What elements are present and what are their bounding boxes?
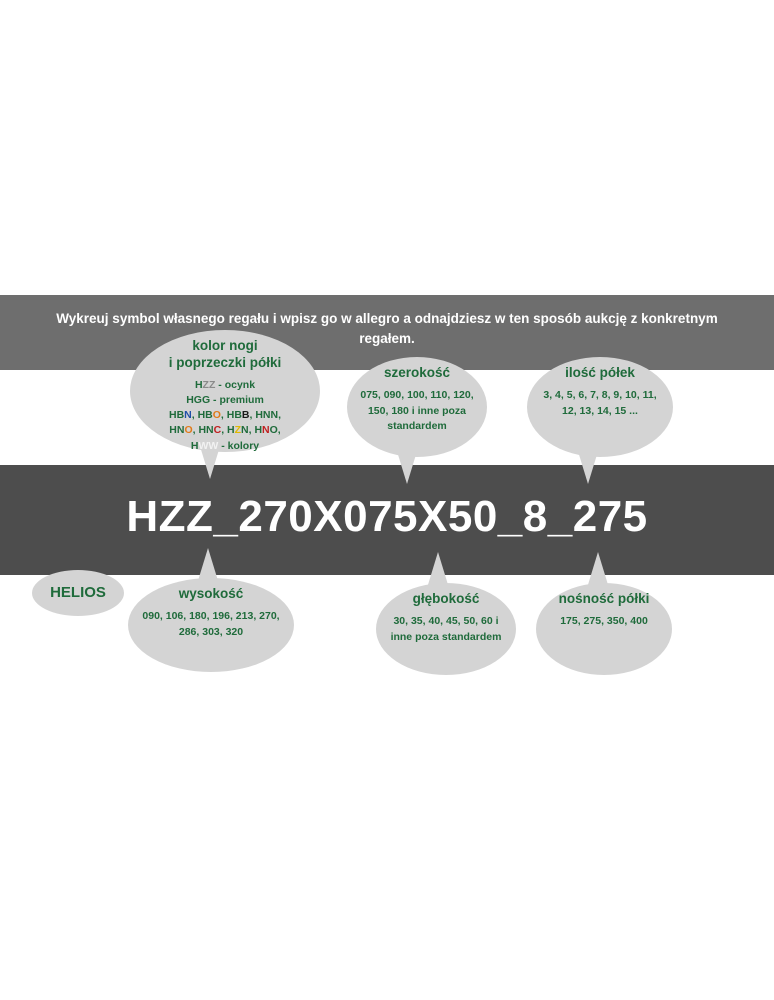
kolor-code-fragment: - kolory xyxy=(218,439,260,452)
kolor-code-fragment: O, xyxy=(269,424,281,437)
kolor-code-fragment: O xyxy=(212,409,221,422)
callout-glebokosc xyxy=(376,583,516,675)
headline-text: Wykreuj symbol własnego regału i wpisz go w allegro a odnajdziesz w ten sposób aukcję z konkretnym regałem. xyxy=(56,311,718,346)
callout-szerokosc-body: 075, 090, 100, 110, 120, 150, 180 i inne poza standardem xyxy=(360,388,474,433)
kolor-code-fragment: N xyxy=(184,409,192,422)
callout-wysokosc-title: wysokość xyxy=(178,586,244,601)
callout-nosnosc-polki xyxy=(536,583,672,675)
callout-brand-helios xyxy=(32,570,124,616)
kolor-code-line xyxy=(140,423,310,438)
callout-szerokosc xyxy=(347,357,487,457)
kolor-code-fragment: HN xyxy=(169,424,185,437)
callout-glebokosc-body: 30, 35, 40, 45, 50, 60 i inne poza standardem xyxy=(390,614,502,643)
kolor-code-line xyxy=(140,439,310,454)
kolor-code-fragment: HGG - premium xyxy=(186,393,264,406)
callout-glebokosc-title: głębokość xyxy=(412,591,480,606)
callout-kolor-title-line1: kolor nogi xyxy=(192,338,258,353)
callout-ilosc-polek xyxy=(527,357,673,457)
callout-szerokosc-title: szerokość xyxy=(383,365,451,380)
kolor-code-fragment: B xyxy=(241,409,250,422)
kolor-code-fragment: H xyxy=(190,439,199,452)
callout-kolor-nogi xyxy=(130,330,320,452)
callout-ilosc-body: 3, 4, 5, 6, 7, 8, 9, 10, 11, 12, 13, 14, 15 ... xyxy=(543,388,657,417)
kolor-code-fragment: - ocynk xyxy=(215,378,256,391)
kolor-code-line xyxy=(140,378,310,393)
kolor-code-fragment: N, H xyxy=(241,424,263,437)
kolor-code-fragment: HB xyxy=(168,409,185,422)
kolor-code-fragment: WW xyxy=(198,439,219,452)
kolor-code-line xyxy=(140,408,310,423)
callout-nosnosc-title: nośność półki xyxy=(558,591,650,606)
kolor-code-fragment: N xyxy=(262,424,270,437)
callout-kolor-title-line2: i poprzeczki półki xyxy=(168,354,282,370)
callout-nosnosc-body: 175, 275, 350, 400 xyxy=(560,614,648,627)
kolor-code-fragment: Z xyxy=(234,424,242,437)
kolor-code-fragment: , HB xyxy=(220,409,242,422)
callout-ilosc-title: ilość półek xyxy=(565,365,635,380)
callout-wysokosc xyxy=(128,578,294,672)
kolor-code-fragment: H xyxy=(194,378,203,391)
brand-label: HELIOS xyxy=(50,584,106,601)
kolor-code-fragment: , HB xyxy=(191,409,213,422)
kolor-code-fragment: , HNN, xyxy=(249,409,282,422)
product-code-text: HZZ_270X075X50_8_275 xyxy=(126,492,648,541)
callout-kolor-codes xyxy=(140,378,310,454)
kolor-code-fragment: , H xyxy=(221,424,235,437)
kolor-code-fragment: ZZ xyxy=(202,378,216,391)
kolor-code-line xyxy=(140,393,310,408)
kolor-code-fragment: C xyxy=(213,424,222,437)
kolor-code-fragment: , HN xyxy=(192,424,214,437)
callout-wysokosc-body: 090, 106, 180, 196, 213, 270, 286, 303, 320 xyxy=(142,609,280,638)
kolor-code-fragment: O xyxy=(184,424,193,437)
